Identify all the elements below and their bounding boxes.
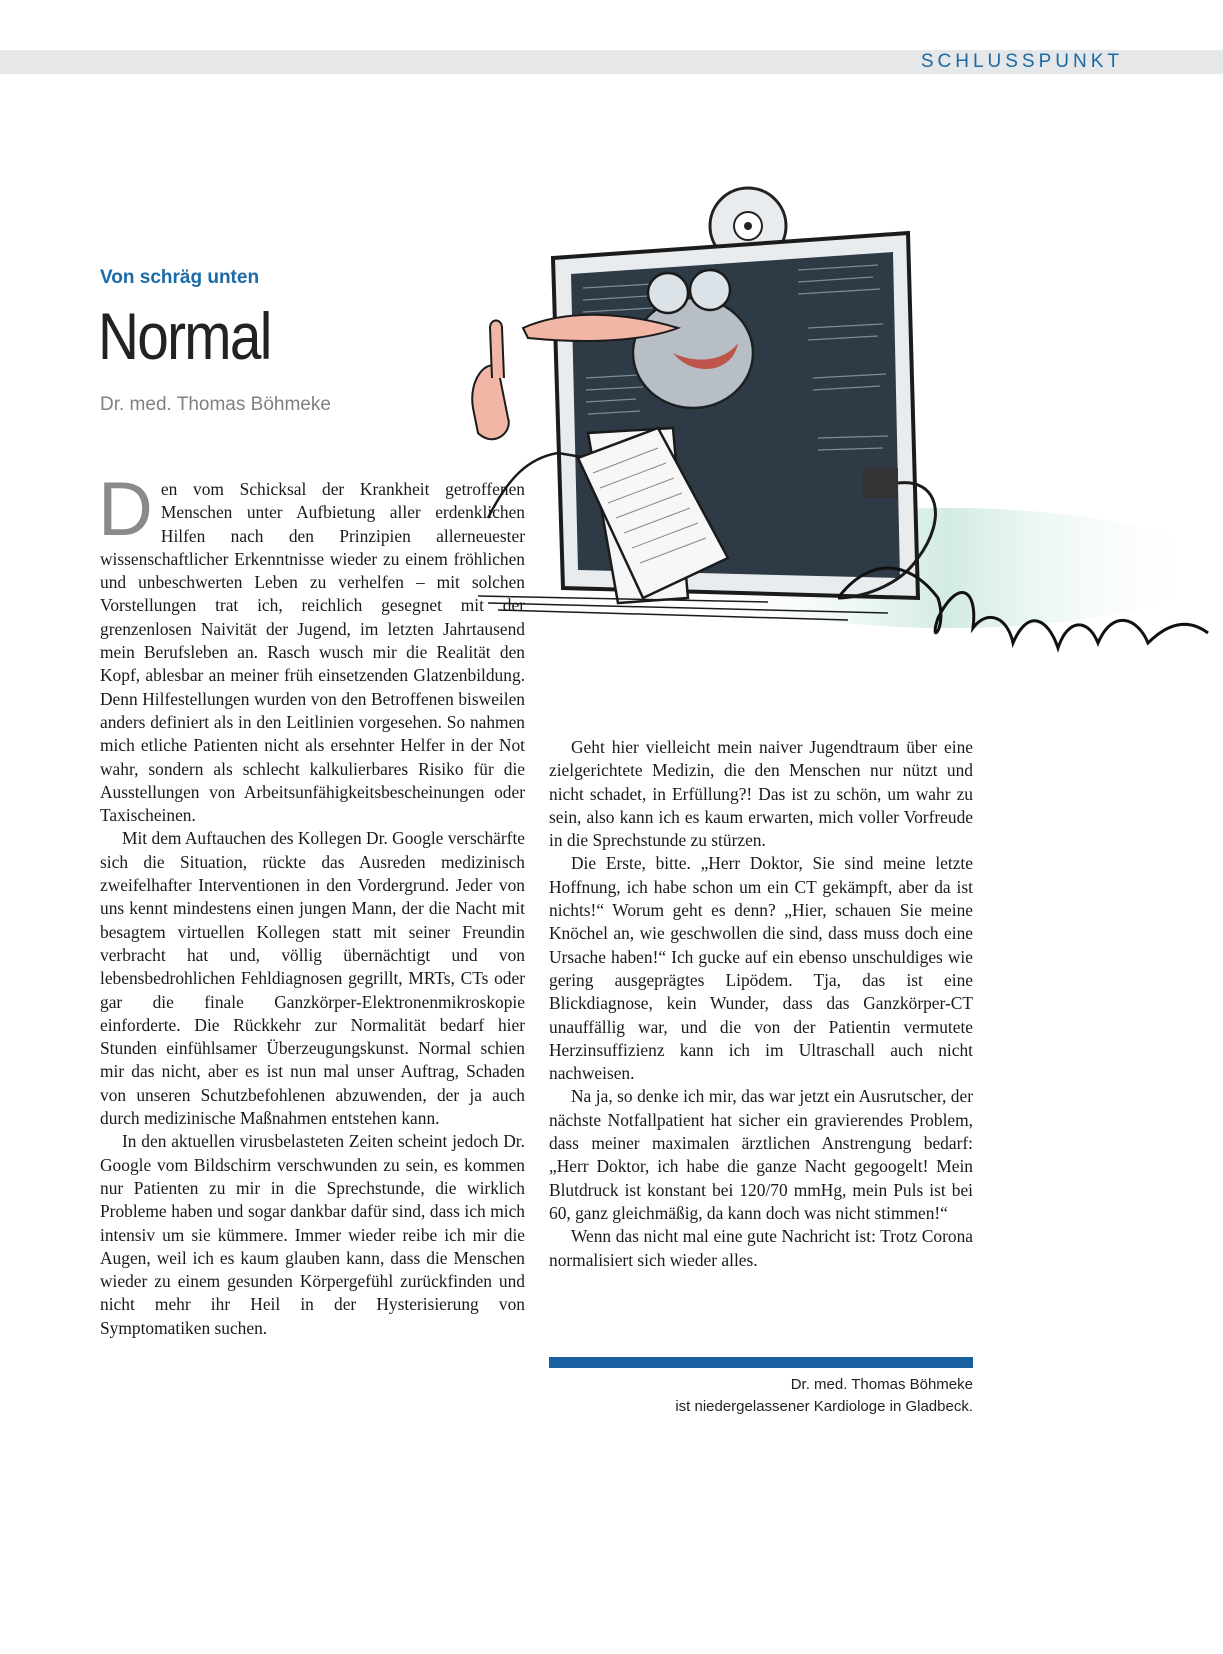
bio-name: Dr. med. Thomas Böhmeke	[790, 1376, 973, 1393]
paragraph-7: Wenn das nicht mal eine gute Nachricht ist: Trotz Corona normalisiert sich wieder alles.	[549, 1226, 973, 1270]
paragraph-1-text: en vom Schicksal der Krankheit getroffenen Menschen unter Aufbietung aller erdenklichen Hilfen nach den Prinzipien allerneuester wissenschaftlicher Erkenntnisse wieder zu einem fröhlichen und unbeschwerten Leben zu verhelfen – mit solchen Vorstellungen trat ich, reichlich gesegnet mit der grenzenlosen Naivität der Jugend, im letzten Jahrtausend mein Berufsleben an. Rasch wusch mir die Realität den Kopf, ablesbar an meiner früh einsetzenden Glatzenbildung. Denn Hilfestellungen wurden von den Betroffenen bisweilen anders definiert als in den Leitlinien vorgesehen. So nahmen mich etliche Patienten nicht als ersehnter Helfer in der Not wahr, sondern als schlecht kalkulierbares Risiko für die Ausstellungen von Arbeitsunfähigkeitsbescheinungen oder Taxischeinen.	[100, 479, 525, 826]
section-label: SCHLUSSPUNKT	[920, 51, 1123, 72]
kicker: Von schräg unten	[100, 267, 260, 288]
doctor-monitor-illustration	[468, 178, 1223, 703]
bio-description: ist niedergelassener Kardiologe in Gladbeck.	[675, 1398, 973, 1415]
author-bio	[549, 1374, 973, 1418]
author-byline: Dr. med. Thomas Böhmeke	[100, 394, 331, 415]
article-column-right	[549, 736, 973, 1272]
paragraph-3: In den aktuellen virusbelasteten Zeiten scheint jedoch Dr. Google vom Bildschirm verschwunden zu sein, es kommen nur Patienten zu mir in die Sprechstunde, die wirklich Probleme haben und sogar dankbar dafür sind, dass ich mich intensiv um sie kümmere. Immer wieder reibe ich mir die Augen, weil ich es kaum glauben kann, dass die Menschen wieder zu einem gesunden Körpergefühl zurückfinden und nicht mehr ihr Heil in der Hysterisierung von Symptomatiken suchen.	[100, 1131, 525, 1338]
paragraph-2: Mit dem Auftauchen des Kollegen Dr. Google verschärfte sich die Situation, rückte das Ausreden medizinisch zweifelhafter Interventionen in den Vordergrund. Jeder von uns kennt mindestens einen jungen Mann, der die Nacht mit besagtem virtuellen Kollegen statt mit seiner Freundin verbracht hat und, völlig übernächtigt und von lebensbedrohlichen Fehldiagnosen gegrillt, MRTs, CTs oder gar die finale Ganzkörper-Elektronenmikroskopie einforderte. Die Rückkehr zur Normalität bedarf hier Stunden einfühlsamer Überzeugungskunst. Normal schien mir das nicht, aber es ist nun mal unser Auftrag, Schaden von unseren Schutzbefohlenen abzuwenden, der ja auch durch medizinische Maßnahmen entstehen kann.	[100, 828, 525, 1129]
dropcap: D	[98, 467, 153, 552]
paragraph-4: Geht hier vielleicht mein naiver Jugendtraum über eine zielgerichtete Medizin, die den Menschen nur nützt und nicht schadet, in Erfüllung?! Das ist zu schön, um wahr zu sein, also kann ich es kaum erwarten, mich voller Vorfreude in die Sprechstunde zu stürzen.	[549, 737, 973, 851]
paragraph-5: Die Erste, bitte. „Herr Doktor, Sie sind meine letzte Hoffnung, ich habe schon um ein CT gekämpft, aber da ist nichts!“ Worum geht es denn? „Hier, schauen Sie meine Knöchel an, wie geschwollen die sind, dass muss doch eine Ursache haben!“ Ich gucke auf ein ebenso unschuldiges wie gering ausgeprägtes Lipödem. Tja, das ist eine Blickdiagnose, kein Wunder, dass das Ganzkörper-CT unauffällig war, und die von der Patientin vermutete Herzinsuffizienz kann ich im Ultraschall auch nicht nachweisen.	[549, 853, 973, 1084]
bio-divider	[549, 1357, 973, 1368]
article-column-left	[98, 467, 525, 1340]
paragraph-1	[98, 467, 525, 827]
page-title: Normal	[98, 299, 271, 373]
paragraph-6: Na ja, so denke ich mir, das war jetzt ein Ausrutscher, der nächste Notfallpatient hat sicher ein gravierendes Problem, dass meiner maximalen ärztlichen Anstrengung bedarf: „Herr Doktor, ich habe die ganze Nacht gegoogelt! Mein Blutdruck ist konstant bei 120/70 mmHg, mein Puls ist bei 60, ganz gleichmäßig, da kann doch was nicht stimmen!“	[549, 1086, 973, 1223]
